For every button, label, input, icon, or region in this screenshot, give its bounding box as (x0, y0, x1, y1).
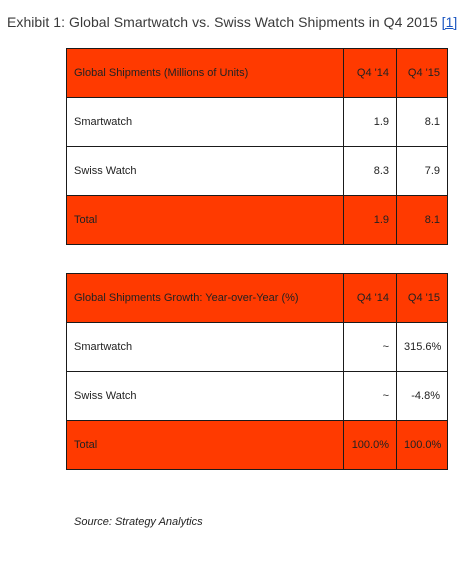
footnote-ref-link[interactable]: [1] (441, 14, 458, 30)
source-note: Source: Strategy Analytics (74, 516, 203, 528)
table-row (67, 323, 448, 372)
row-label: Swiss Watch (67, 147, 344, 196)
table-header-row (67, 49, 448, 98)
table-row (67, 147, 448, 196)
total-label: Total (67, 421, 344, 470)
cell-q4-15: 315.6% (397, 323, 448, 372)
total-q4-14: 100.0% (344, 421, 397, 470)
cell-q4-15: -4.8% (397, 372, 448, 421)
header-q4-15: Q4 '15 (397, 49, 448, 98)
total-q4-14: 1.9 (344, 196, 397, 245)
cell-q4-15: 8.1 (397, 98, 448, 147)
total-label: Total (67, 196, 344, 245)
exhibit-title-text: Exhibit 1: Global Smartwatch vs. Swiss Watch Shipments in Q4 2015 (7, 14, 438, 30)
header-metric: Global Shipments Growth: Year-over-Year (%) (67, 274, 344, 323)
cell-q4-14: ~ (344, 372, 397, 421)
growth-table (66, 273, 448, 470)
table-total-row (67, 196, 448, 245)
header-metric: Global Shipments (Millions of Units) (67, 49, 344, 98)
cell-q4-14: 8.3 (344, 147, 397, 196)
exhibit-title (7, 14, 457, 30)
table-row (67, 372, 448, 421)
shipments-table (66, 48, 448, 245)
row-label: Swiss Watch (67, 372, 344, 421)
row-label: Smartwatch (67, 323, 344, 372)
table-header-row (67, 274, 448, 323)
header-q4-15: Q4 '15 (397, 274, 448, 323)
cell-q4-14: 1.9 (344, 98, 397, 147)
row-label: Smartwatch (67, 98, 344, 147)
cell-q4-14: ~ (344, 323, 397, 372)
table-row (67, 98, 448, 147)
cell-q4-15: 7.9 (397, 147, 448, 196)
header-q4-14: Q4 '14 (344, 274, 397, 323)
total-q4-15: 100.0% (397, 421, 448, 470)
total-q4-15: 8.1 (397, 196, 448, 245)
header-q4-14: Q4 '14 (344, 49, 397, 98)
table-total-row (67, 421, 448, 470)
